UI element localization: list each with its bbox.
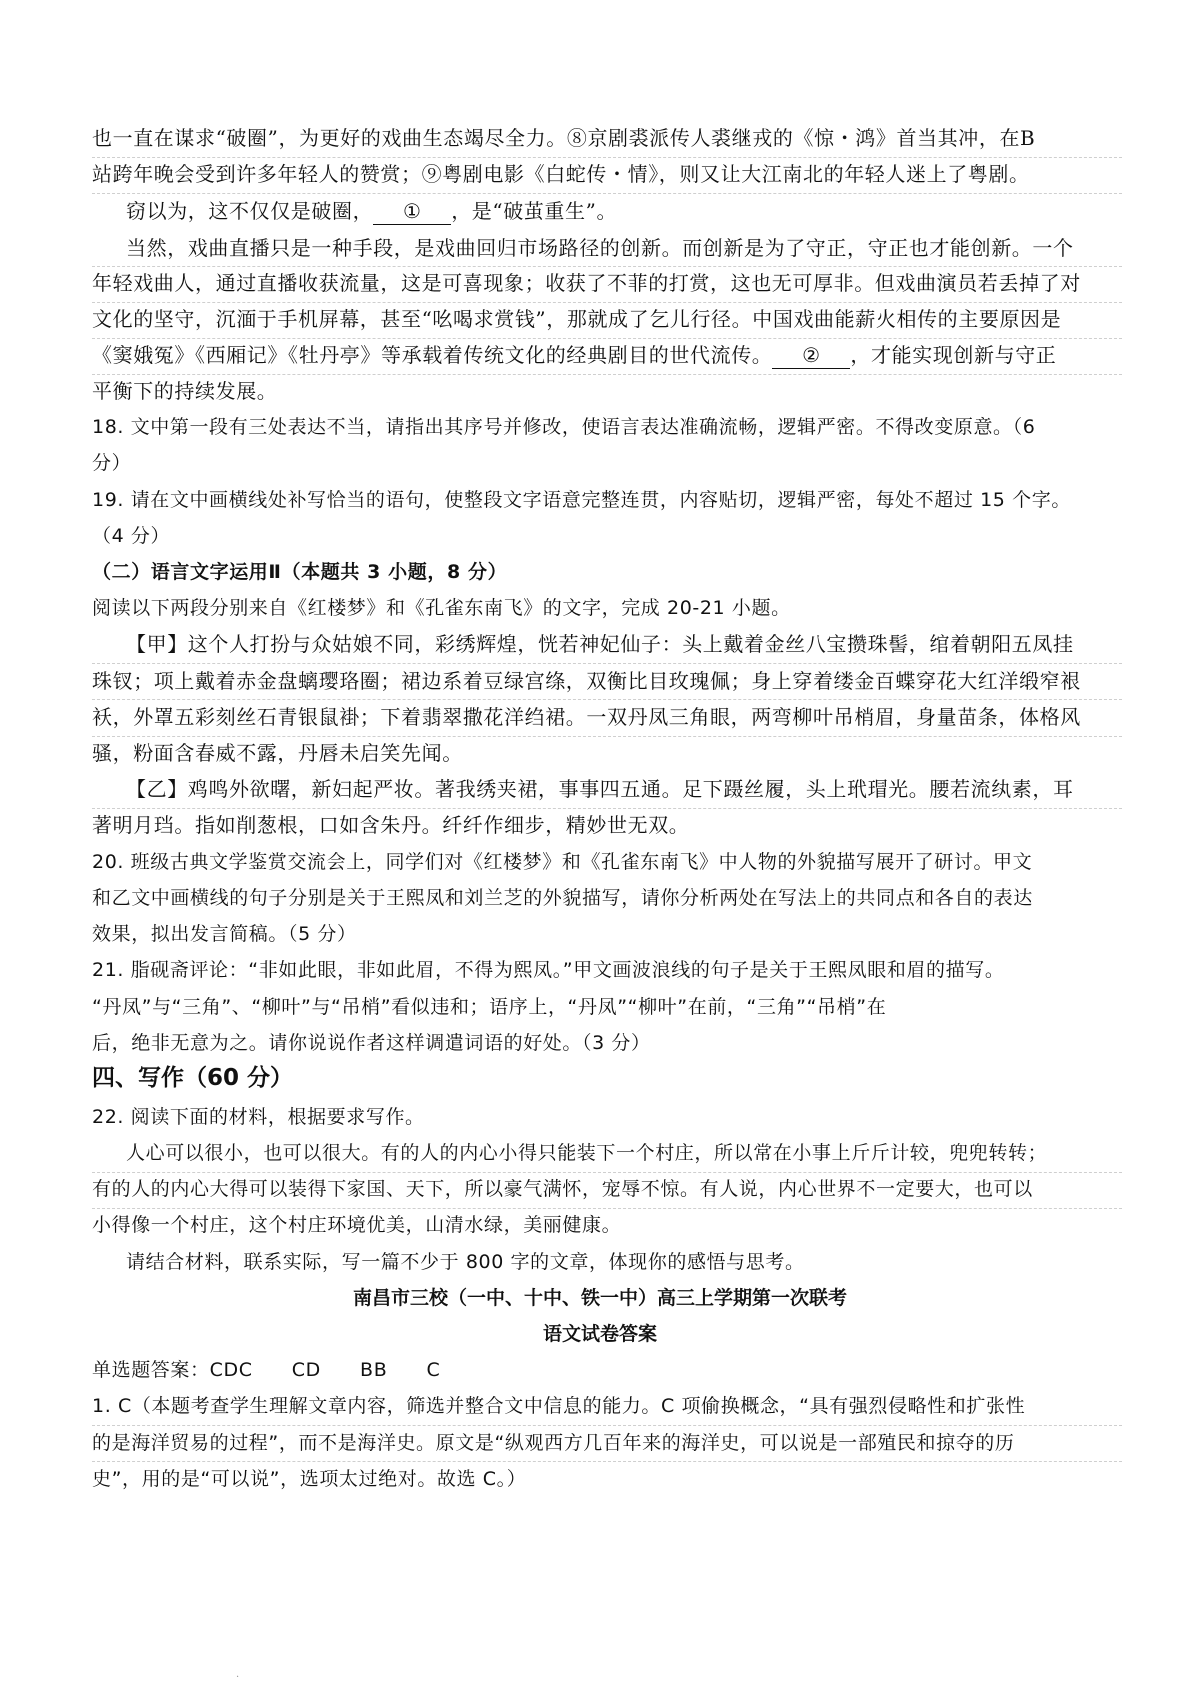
material-line-3: 小得像一个村庄，这个村庄环境优美，山清水绿，美丽健康。 — [92, 1214, 622, 1236]
line-rule — [92, 736, 1122, 737]
answer-1-line-1: 1. C（本题考查学生理解文章内容，筛选并整合文中信息的能力。C 项偷换概念，“具有强烈侵略性和扩张性 — [92, 1395, 1026, 1417]
writing-requirement: 请结合材料，联系实际，写一篇不少于 800 字的文章，体现你的感悟与思考。 — [126, 1251, 805, 1273]
line-rule — [92, 193, 1122, 194]
answer-1-line-3: 史”，用的是“可以说”，选项太过绝对。故选 C。） — [92, 1468, 527, 1490]
para-2-line-3: 文化的坚守，沉湎于手机屏幕，甚至“吆喝求赏钱”，那就成了乞儿行径。中国戏曲能薪火相传的主要原因是 — [92, 307, 1062, 331]
line-rule — [92, 1425, 1122, 1426]
material-line-2: 有的人的内心大得可以装得下家国、天下，所以豪气满怀，宠辱不惊。有人说，内心世界不一定要大，也可以 — [92, 1178, 1033, 1200]
subsection-2-title: （二）语言文字运用Ⅱ（本题共 3 小题，8 分） — [92, 561, 508, 583]
question-21-line-3: 后，绝非无意为之。请你说说作者这样调遣词语的好处。（3 分） — [92, 1032, 651, 1054]
question-20-line-1: 20. 班级古典文学鉴赏交流会上，同学们对《红楼梦》和《孔雀东南飞》中人物的外貌描写展开了研讨。甲文 — [92, 851, 1033, 873]
question-19-line-1: 19. 请在文中画横线处补写恰当的语句，使整段文字语意完整连贯，内容贴切，逻辑严密，每处不超过 15 个字。 — [92, 489, 1071, 511]
passage-yi-line-2: 著明月珰。指如削葱根，口如含朱丹。纤纤作细步，精妙世无双。 — [92, 813, 690, 837]
footer-mark: · — [236, 1672, 240, 1683]
passage-yi-line-1: 【乙】鸡鸣外欲曙，新妇起严妆。著我绣夹裙，事事四五通。足下蹑丝履，头上玳瑁光。腰若流纨素，耳 — [126, 777, 1074, 801]
question-22: 22. 阅读下面的材料，根据要求写作。 — [92, 1106, 425, 1128]
passage-jia-line-3: 袄，外罩五彩刻丝石青银鼠褂；下着翡翠撒花洋绉裙。一双丹凤三角眼，两弯柳叶吊梢眉，身量苗条，体格风 — [92, 705, 1081, 729]
line-rule — [92, 699, 1122, 700]
subsection-2-intro: 阅读以下两段分别来自《红楼梦》和《孔雀东南飞》的文字，完成 20-21 小题。 — [92, 597, 791, 619]
para-top-line-3-a: 窃以为，这不仅仅是破圈， — [126, 199, 374, 223]
para-top-line-2: 站跨年晚会受到许多年轻人的赞赏；⑨粤剧电影《白蛇传・情》，则又让大江南北的年轻人迷上了粤剧。 — [92, 162, 1030, 186]
question-18-line-2: 分） — [92, 452, 132, 474]
line-rule — [92, 1208, 1122, 1209]
question-20-line-3: 效果，拟出发言简稿。（5 分） — [92, 923, 357, 945]
para-2-line-2: 年轻戏曲人，通过直播收获流量，这是可喜现象；收获了不菲的打赏，这也无可厚非。但戏曲演员若丢掉了对 — [92, 271, 1081, 295]
section-4-title: 四、写作（60 分） — [92, 1065, 294, 1091]
para-2-line-4-a: 《窦娥冤》《西厢记》《牡丹亭》等承载着传统文化的经典剧目的世代流传。 — [92, 343, 773, 367]
para-top-line-3-b: ，是“破茧重生”。 — [451, 199, 618, 223]
question-19-line-2: （4 分） — [92, 525, 171, 547]
line-rule — [92, 302, 1122, 303]
blank-1: ① — [373, 198, 451, 225]
answers-title-school: 南昌市三校（一中、十中、铁一中）高三上学期第一次联考 — [352, 1287, 847, 1309]
para-top-line-3 — [126, 198, 1122, 225]
question-21-line-2: “丹凤”与“三角”、“柳叶”与“吊梢”看似违和；语序上，“丹凤”“柳叶”在前，“三角”“吊梢”在 — [92, 996, 887, 1018]
line-rule — [92, 374, 1122, 375]
question-21-line-1: 21. 脂砚斋评论：“非如此眼，非如此眉，不得为熙凤。”甲文画波浪线的句子是关于王熙凤眼和眉的描写。 — [92, 959, 1005, 981]
passage-jia-line-2: 珠钗；项上戴着赤金盘螭璎珞圈；裙边系着豆绿宫绦，双衡比目玫瑰佩；身上穿着缕金百蝶穿花大红洋缎窄裉 — [92, 669, 1081, 693]
para-2-line-5: 平衡下的持续发展。 — [92, 379, 278, 403]
para-2-line-4 — [92, 342, 1122, 369]
answer-1-line-2: 的是海洋贸易的过程”，而不是海洋史。原文是“纵观西方几百年来的海洋史，可以说是一部殖民和掠夺的历 — [92, 1432, 1015, 1454]
line-rule — [92, 266, 1122, 267]
passage-jia-line-4: 骚，粉面含春威不露，丹唇未启笑先闻。 — [92, 741, 463, 765]
para-top-line-1: 也一直在谋求“破圈”，为更好的戏曲生态竭尽全力。⑧京剧裘派传人裘继戎的《惊・鸿》首当其冲，在B — [92, 126, 1036, 150]
para-2-line-1: 当然，戏曲直播只是一种手段，是戏曲回归市场路径的创新。而创新是为了守正，守正也才能创新。一个 — [126, 236, 1074, 260]
line-rule — [92, 1461, 1122, 1462]
line-rule — [92, 338, 1122, 339]
line-rule — [92, 663, 1122, 664]
question-18-line-1: 18. 文中第一段有三处表达不当，请指出其序号并修改，使语言表达准确流畅，逻辑严密。不得改变原意。（6 — [92, 416, 1036, 438]
passage-jia-line-1: 【甲】这个人打扮与众姑娘不同，彩绣辉煌，恍若神妃仙子：头上戴着金丝八宝攒珠髻，绾着朝阳五凤挂 — [126, 632, 1074, 656]
question-20-line-2: 和乙文中画横线的句子分别是关于王熙凤和刘兰芝的外貌描写，请你分析两处在写法上的共同点和各自的表达 — [92, 887, 1033, 909]
line-rule — [92, 1172, 1122, 1173]
single-choice-answers: 单选题答案：CDC CD BB C — [92, 1359, 441, 1381]
line-rule — [92, 157, 1122, 158]
line-rule — [92, 808, 1122, 809]
material-line-1: 人心可以很小，也可以很大。有的人的内心小得只能装下一个村庄，所以常在小事上斤斤计较，兜兜转转； — [126, 1142, 1048, 1164]
blank-2: ② — [772, 342, 850, 369]
answers-title-paper: 语文试卷答案 — [542, 1323, 657, 1345]
para-2-line-4-b: ，才能实现创新与守正 — [850, 343, 1057, 367]
